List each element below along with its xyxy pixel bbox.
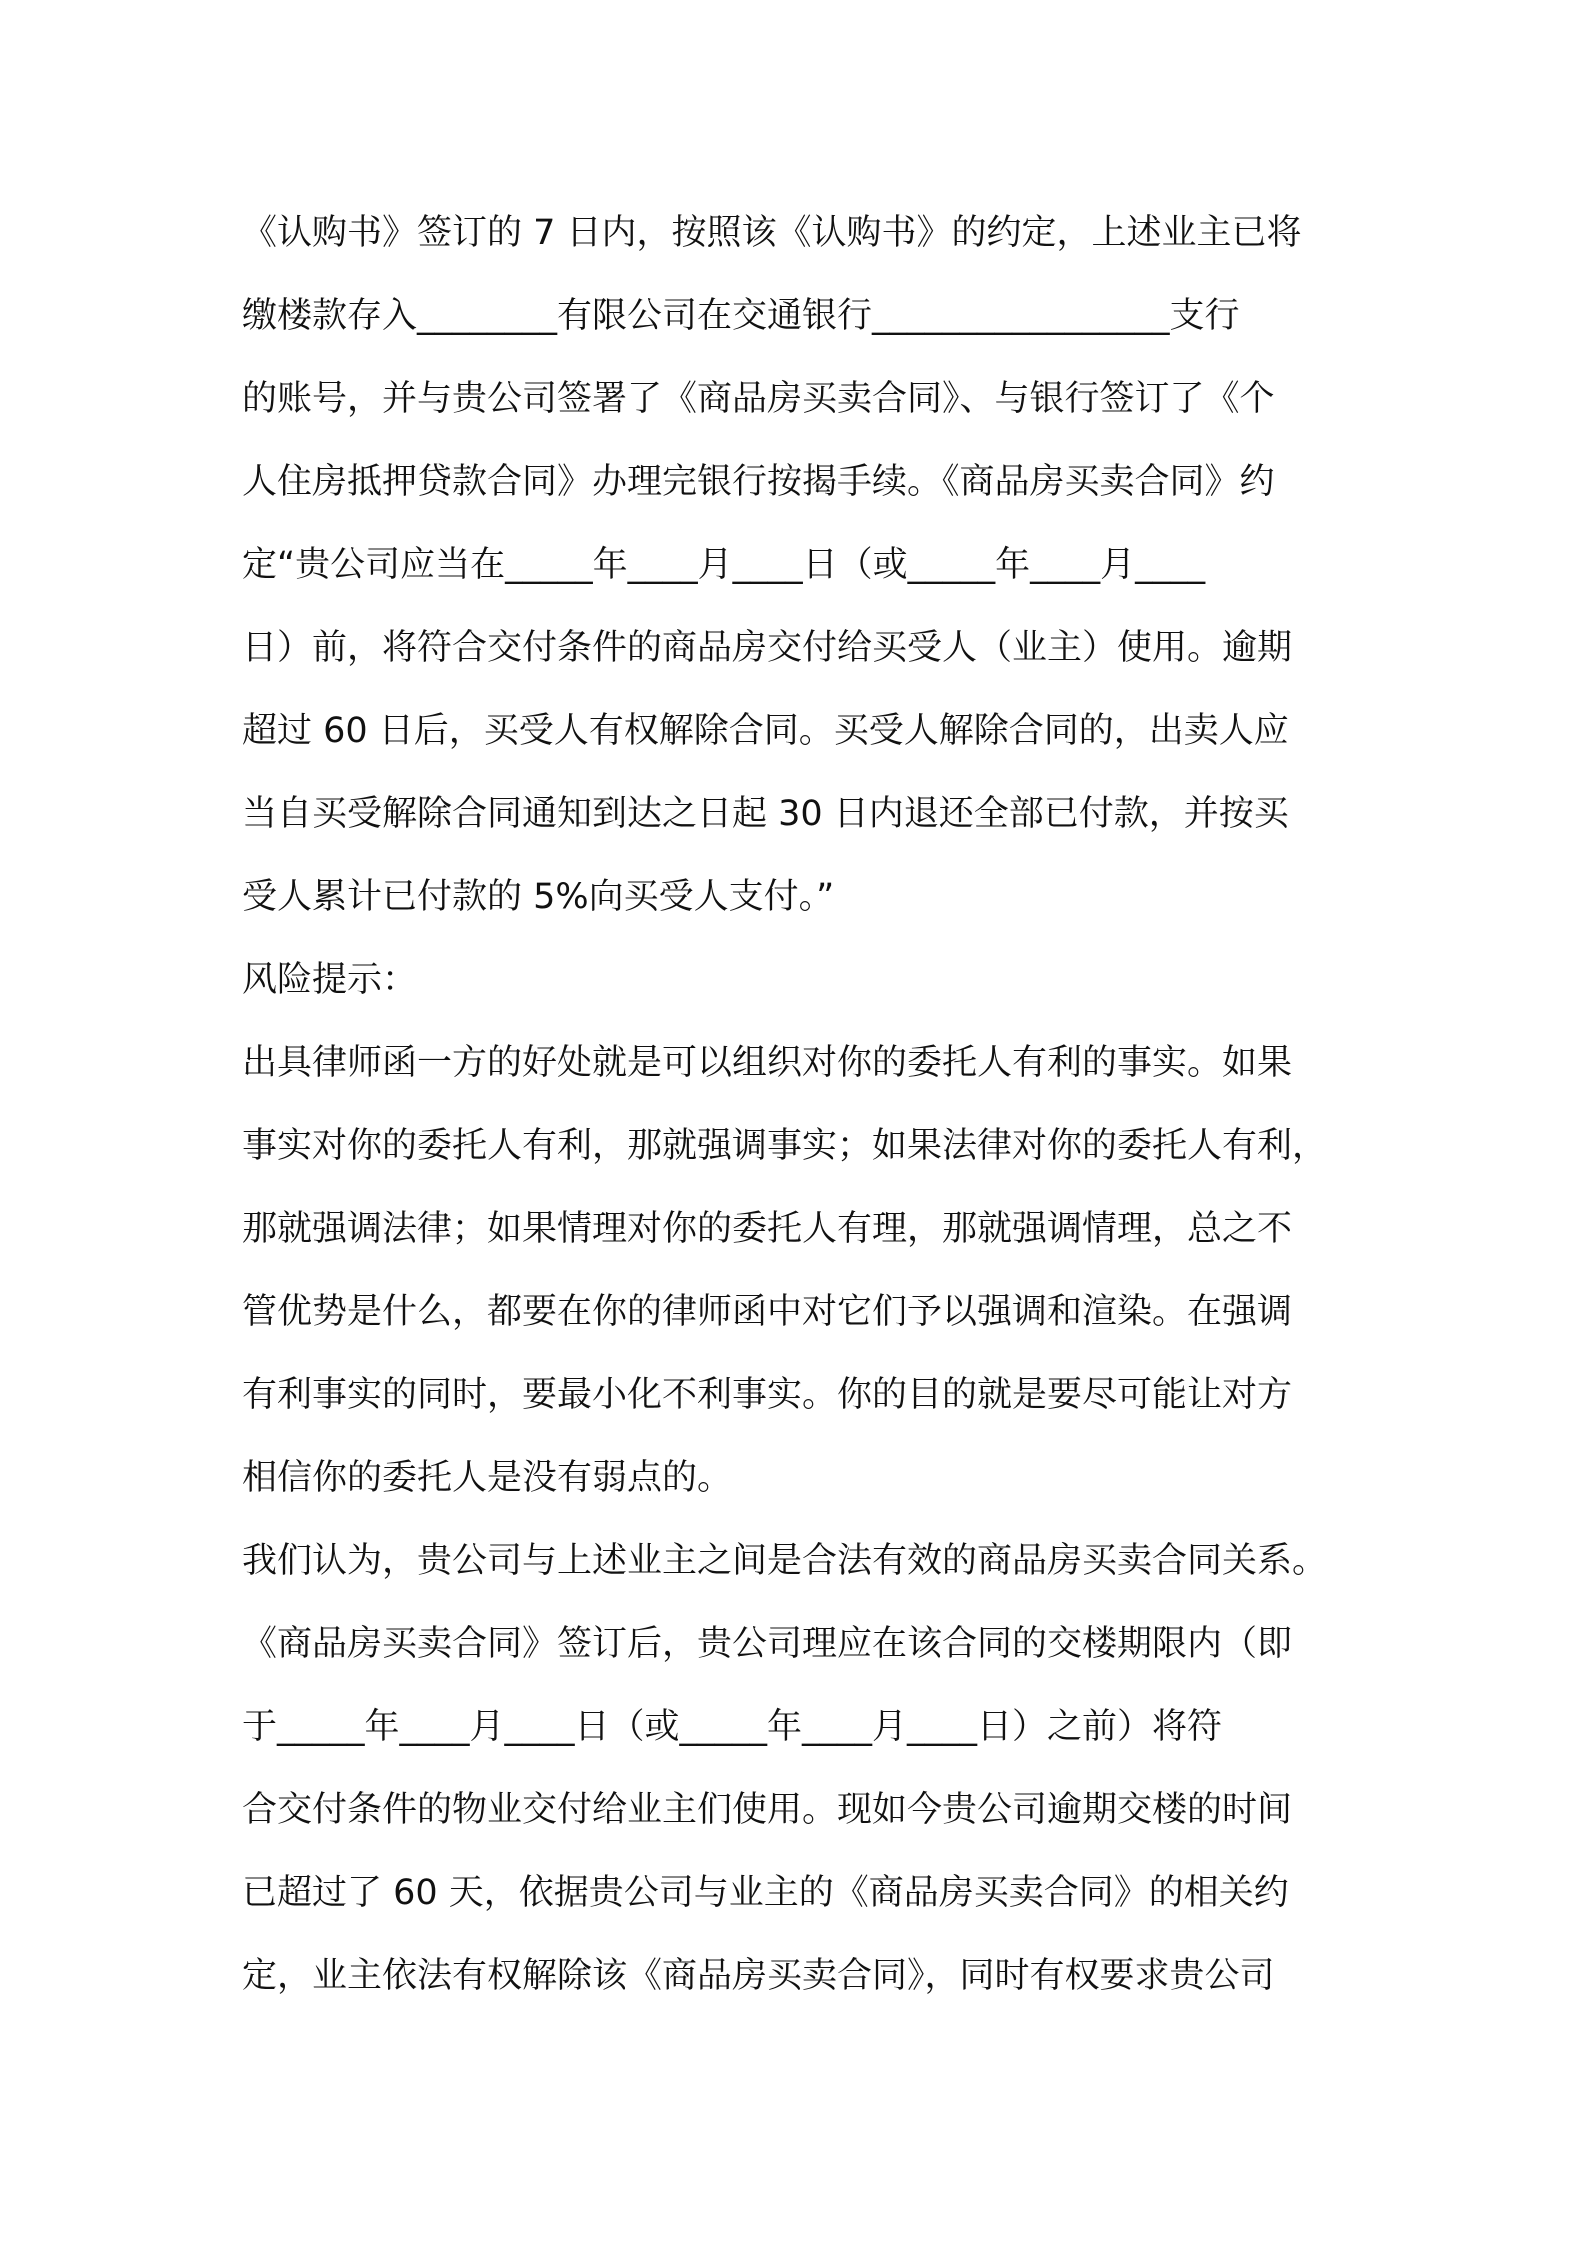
text-line-7: 超过 60 日后，买受人有权解除合同。买受人解除合同的，出卖人应 <box>242 711 1289 751</box>
text-line-15: 有利事实的同时，要最小化不利事实。你的目的就是要尽可能让对方 <box>242 1375 1293 1415</box>
text-line-22: 定，业主依法有权解除该《商品房买卖合同》，同时有权要求贵公司 <box>242 1956 1275 1996</box>
text-line-12: 事实对你的委托人有利，那就强调事实；如果法律对你的委托人有利， <box>242 1126 1328 1166</box>
text-line-13: 那就强调法律；如果情理对你的委托人有理，那就强调情理，总之不 <box>242 1209 1293 1249</box>
text-line-18: 《商品房买卖合同》签订后，贵公司理应在该合同的交楼期限内（即 <box>242 1624 1293 1664</box>
text-line-16: 相信你的委托人是没有弱点的。 <box>242 1458 733 1498</box>
text-line-6: 日）前，将符合交付条件的商品房交付给买受人（业主）使用。逾期 <box>242 628 1293 668</box>
text-line-14: 管优势是什么，都要在你的律师函中对它们予以强调和渲染。在强调 <box>242 1292 1293 1332</box>
text-line-8: 当自买受解除合同通知到达之日起 30 日内退还全部已付款，并按买 <box>242 794 1289 834</box>
text-line-20: 合交付条件的物业交付给业主们使用。现如今贵公司逾期交楼的时间 <box>242 1790 1293 1830</box>
text-line-19: 于_____年____月____日（或_____年____月____日）之前）将符 <box>242 1707 1223 1747</box>
text-line-1: 《认购书》签订的 7 日内，按照该《认购书》的约定，上述业主已将 <box>242 213 1302 253</box>
text-line-2: 缴楼款存入________有限公司在交通银行_________________支行 <box>242 296 1240 336</box>
text-line-3: 的账号，并与贵公司签署了《商品房买卖合同》、与银行签订了《个 <box>242 379 1275 419</box>
text-line-17: 我们认为，贵公司与上述业主之间是合法有效的商品房买卖合同关系。 <box>242 1541 1328 1581</box>
text-line-5: 定“贵公司应当在_____年____月____日（或_____年____月____ <box>242 545 1206 585</box>
section-heading-risk: 风险提示： <box>242 960 418 1000</box>
text-line-11: 出具律师函一方的好处就是可以组织对你的委托人有利的事实。如果 <box>242 1043 1293 1083</box>
text-line-21: 已超过了 60 天，依据贵公司与业主的《商品房买卖合同》的相关约 <box>242 1873 1289 1913</box>
text-line-4: 人住房抵押贷款合同》办理完银行按揭手续。《商品房买卖合同》约 <box>242 462 1275 502</box>
document-body <box>242 192 1372 2018</box>
text-line-9: 受人累计已付款的 5%向买受人支付。” <box>242 877 835 917</box>
